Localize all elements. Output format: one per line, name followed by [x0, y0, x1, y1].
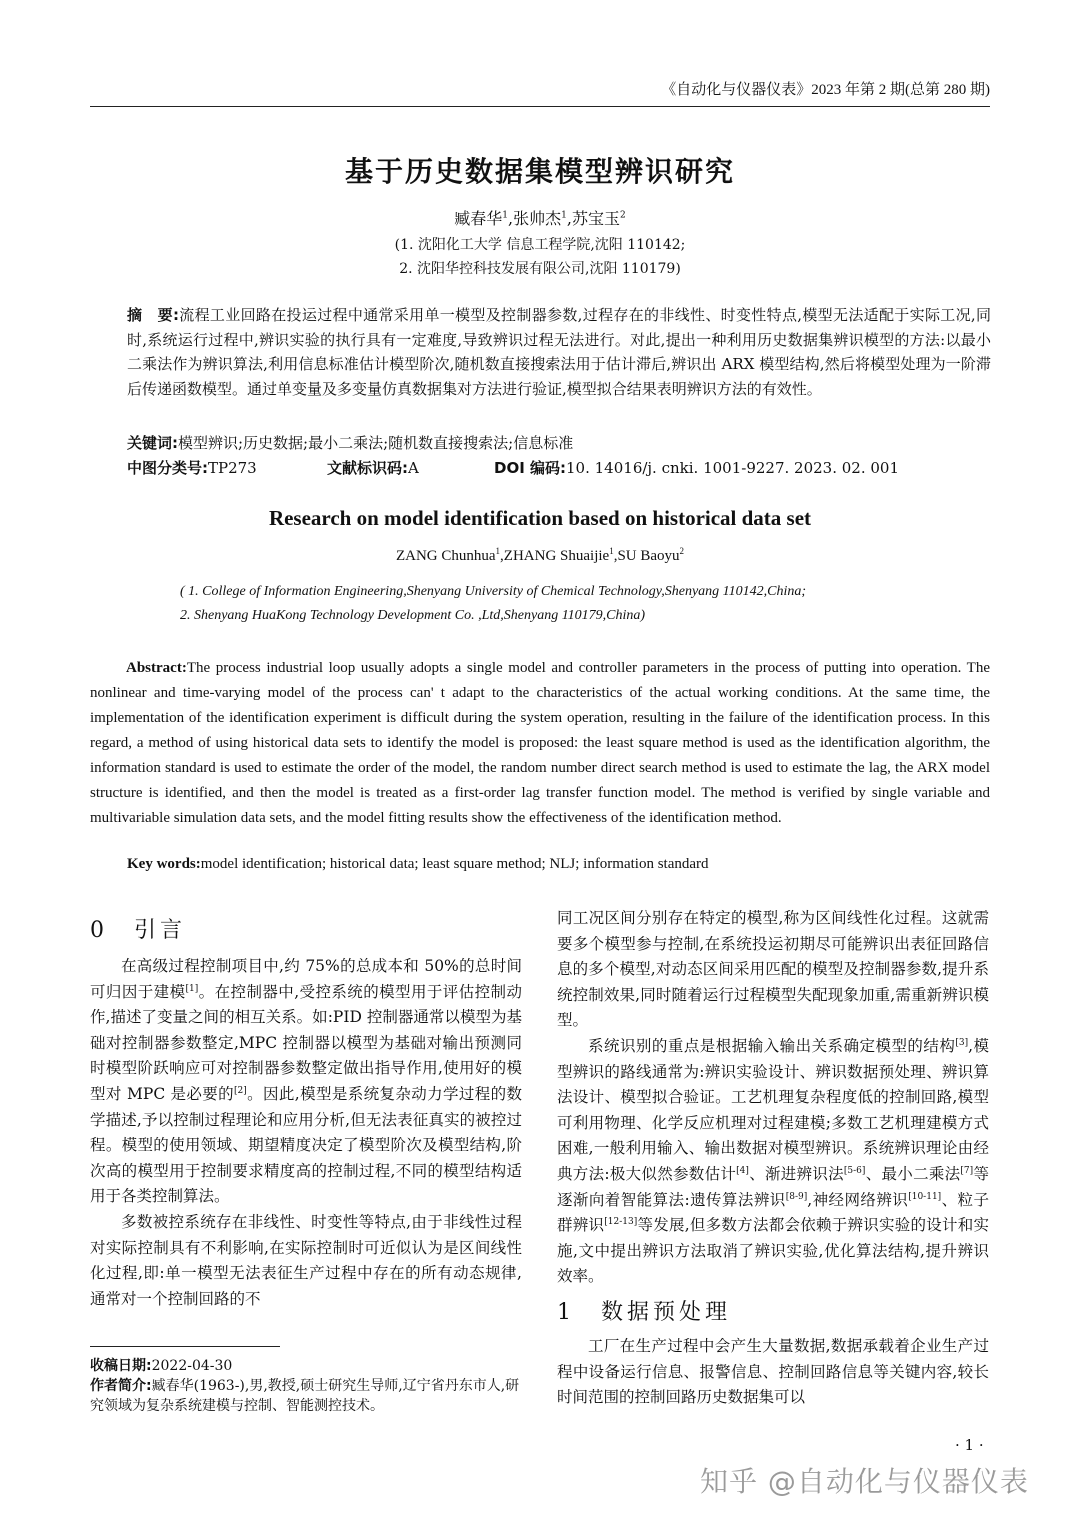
english-keywords	[127, 856, 709, 873]
text-run: 、渐进辨识法	[748, 1164, 844, 1183]
citation: [2]	[234, 1085, 247, 1096]
body-paragraph	[557, 1034, 989, 1290]
author-bio	[90, 1376, 530, 1416]
author-name: ZHANG Shuaijie	[503, 548, 610, 564]
author-name: SU Baoyu	[617, 548, 680, 564]
citation: [10-11]	[908, 1191, 942, 1202]
author-list: 臧春华$^1$,张帅杰$^1$,苏宝玉$^2$	[454, 209, 626, 228]
text-run: ,神经网络辨识	[807, 1190, 909, 1209]
keywords-label: 关键词:	[127, 434, 178, 452]
abstract-label: 摘 要:	[127, 306, 179, 324]
abstract-label: Abstract:	[126, 660, 187, 676]
doi-group	[494, 456, 899, 481]
citation: [4]	[736, 1165, 749, 1176]
citation: [3]	[955, 1037, 969, 1048]
watermark: 知乎 @自动化与仪器仪表	[700, 1465, 1029, 1498]
text-run: 系统识别的重点是根据输入输出关系确定模型的结构	[588, 1036, 956, 1055]
clc-value: TP273	[208, 459, 257, 477]
keywords-label: Key words:	[127, 856, 201, 872]
chinese-keywords	[127, 431, 991, 456]
received-value: 2022-04-30	[151, 1358, 233, 1374]
text-run: 在高级过程控制项目中,约 75%的总成本和 50%的总时间可归因于建模	[90, 957, 522, 1001]
body-paragraph: 多数被控系统存在非线性、时变性等特点,由于非线性过程对实际控制具有不利影响,在实际控制时可近似认为是区间线性化过程,即:单一模型无法表征生产过程中存在的所有动态规律,通常对一个控制回路的不	[90, 1212, 522, 1308]
citation: [12-13]	[604, 1216, 638, 1227]
bio-label: 作者简介:	[90, 1378, 152, 1394]
author-name: 张帅杰	[513, 209, 562, 228]
author-name: 臧春华	[454, 209, 503, 228]
document-code-group	[327, 456, 419, 481]
citation: [7]	[960, 1165, 974, 1176]
running-head: 《自动化与仪器仪表》2023 年第 2 期(总第 280 期)	[661, 82, 990, 98]
body-paragraph: 工厂在生产过程中会产生大量数据,数据承载着企业生产过程中设备运行信息、报警信息、控制回路信息等关键内容,较长时间范围的控制回路历史数据集可以	[557, 1336, 989, 1407]
citation: [5-6]	[843, 1165, 866, 1176]
header-rule	[90, 106, 990, 107]
citation: [8-9]	[785, 1191, 808, 1202]
clc-group	[127, 459, 257, 477]
affiliation-1: (1. 沈阳化工大学 信息工程学院,沈阳 110142;	[394, 237, 686, 253]
page-number: · 1 ·	[955, 1436, 984, 1454]
english-author-list: ZANG Chunhua$^1$,ZHANG Shuaijie$^1$,SU Baoyu$^2$	[395, 546, 685, 564]
received-date	[90, 1356, 530, 1376]
keywords-text: model identification; historical data; least square method; NLJ; information standard	[200, 856, 709, 872]
section-heading: 0 引言	[90, 918, 186, 943]
body-paragraph-continued: 同工况区间分别存在特定的模型,称为区间线性化过程。这就需要多个模型参与控制,在系统投运初期尽可能辨识出表征回路信息的多个模型,对动态区间采用匹配的模型及控制器参数,提升系统控制效果,同时随着运行过程模型失配现象加重,需重新辨识模型。	[557, 909, 989, 1030]
affiliation-2: 2. 沈阳华控科技发展有限公司,沈阳 110179)	[399, 261, 681, 277]
text-run: 等发展,但多数方法都会依赖于辨识实验的设计和实施,文中提出辨识方法取消了辨识实验,优化算法结构,提升辨识效率。	[557, 1216, 989, 1286]
received-label: 收稿日期:	[90, 1358, 152, 1374]
author-affiliation-mark: 2	[619, 210, 626, 221]
author-affiliation-mark: 1	[609, 546, 614, 556]
english-title: Research on model identification based on historical data set	[268, 506, 812, 530]
doi-label: DOI 编码:	[494, 459, 567, 477]
english-affiliation-2: 2. Shenyang HuaKong Technology Development Co. ,Ltd,Shenyang 110179,China)	[180, 608, 646, 623]
document-code-label: 文献标识码:	[327, 459, 408, 477]
paper-title: 基于历史数据集模型辨识研究	[344, 155, 735, 188]
classification-line	[127, 456, 1027, 481]
section-heading: 1 数据预处理	[557, 1299, 731, 1325]
clc-label: 中图分类号:	[127, 459, 208, 477]
abstract-text: The process industrial loop usually adopts a single model and controller parameters in the process of putting into operation. The nonlinear and time-varying model of the process can' t adapt to the characteristics of the actual working conditions. At the same time, the implementation of the identification experiment is difficult during the system operation, resulting in the failure of the identification process. In this regard, a method of using historical data sets to identify the model is proposed: the least square method is used as the identification algorithm, the information standard is used to estimate the order of the model, the random number direct search method is used to estimate the lag, the ARX model structure is identified, and then the model is treated as a first-order lag transfer function model. The method is verified by single variable and multivariable simulation data sets, and the model fitting results show the effectiveness of the identification method.	[90, 660, 990, 826]
author-affiliation-mark: 1	[495, 546, 501, 556]
author-name: 苏宝玉	[571, 209, 620, 228]
english-affiliation-1: ( 1. College of Information Engineering,Shenyang University of Chemical Technology,Shenyang 110142,China;	[180, 584, 807, 599]
text-run: 、粒子群辨识	[557, 1190, 989, 1235]
document-code-value: A	[408, 459, 419, 477]
citation: [1]	[185, 983, 199, 994]
author-affiliation-mark: 2	[679, 546, 685, 556]
footnote-rule	[90, 1346, 280, 1347]
bio-text: 臧春华(1963-),男,教授,硕士研究生导师,辽宁省丹东市人,研究领域为复杂系统建模与控制、智能测控技术。	[90, 1378, 520, 1414]
english-abstract	[90, 656, 990, 831]
keywords-text: 模型辨识;历史数据;最小二乘法;随机数直接搜索法;信息标准	[178, 434, 574, 452]
chinese-abstract	[127, 303, 991, 401]
text-run: 。在控制器中,受控系统的模型用于评估控制动作,描述了变量之间的相互关系。如:PID 控制器通常以模型为基础对控制器参数整定,MPC 控制器以模型为基础对输出预测同时模型阶跃响应可对控制器参数整定做出指导作用,使用好的模型对 MPC 是必要的	[90, 982, 522, 1103]
body-column-right	[557, 906, 989, 1411]
text-run: 等逐渐向着智能算法:遗传算法辨识	[557, 1164, 989, 1209]
author-affiliation-mark: 1	[561, 210, 567, 221]
abstract-text: 流程工业回路在投运过程中通常采用单一模型及控制器参数,过程存在的非线性、时变性特点,模型无法适配于实际工况,同时,系统运行过程中,辨识实验的执行具有一定难度,导致辨识过程无法进行。对此,提出一种利用历史数据集辨识模型的方法:以最小二乘法作为辨识算法,利用信息标准估计模型阶次,随机数直接搜索法用于估计滞后,辨识出 ARX 模型结构,然后将模型处理为一阶滞后传递函数模型。通过单变量及多变量仿真数据集对方法进行验证,模型拟合结果表明辨识方法的有效性。	[127, 306, 991, 398]
author-name: ZANG Chunhua	[395, 548, 496, 564]
footnote	[90, 1356, 530, 1416]
author-affiliation-mark: 1	[502, 210, 509, 221]
body-column-left	[90, 916, 522, 1312]
body-paragraph	[90, 954, 522, 1210]
text-run: 、最小二乘法	[865, 1164, 961, 1183]
text-run: ,模型辨识的路线通常为:辨识实验设计、辨识数据预处理、辨识算法设计、模型拟合验证。工艺机理复杂程度低的控制回路,模型可利用物理、化学反应机理对过程建模;多数工艺机理建模方式困难,一般利用输入、输出数据对模型辨识。系统辨识理论由经典方法:极大似然参数估计	[557, 1036, 989, 1183]
text-run: 。因此,模型是系统复杂动力学过程的数学描述,予以控制过程理论和应用分析,但无法表征真实的被控过程。模型的使用领域、期望精度决定了模型阶次及模型结构,阶次高的模型用于控制要求精度高的控制过程,不同的模型结构适用于各类控制算法。	[90, 1084, 522, 1206]
doi-value: 10. 14016/j. cnki. 1001-9227. 2023. 02. 001	[566, 459, 899, 477]
